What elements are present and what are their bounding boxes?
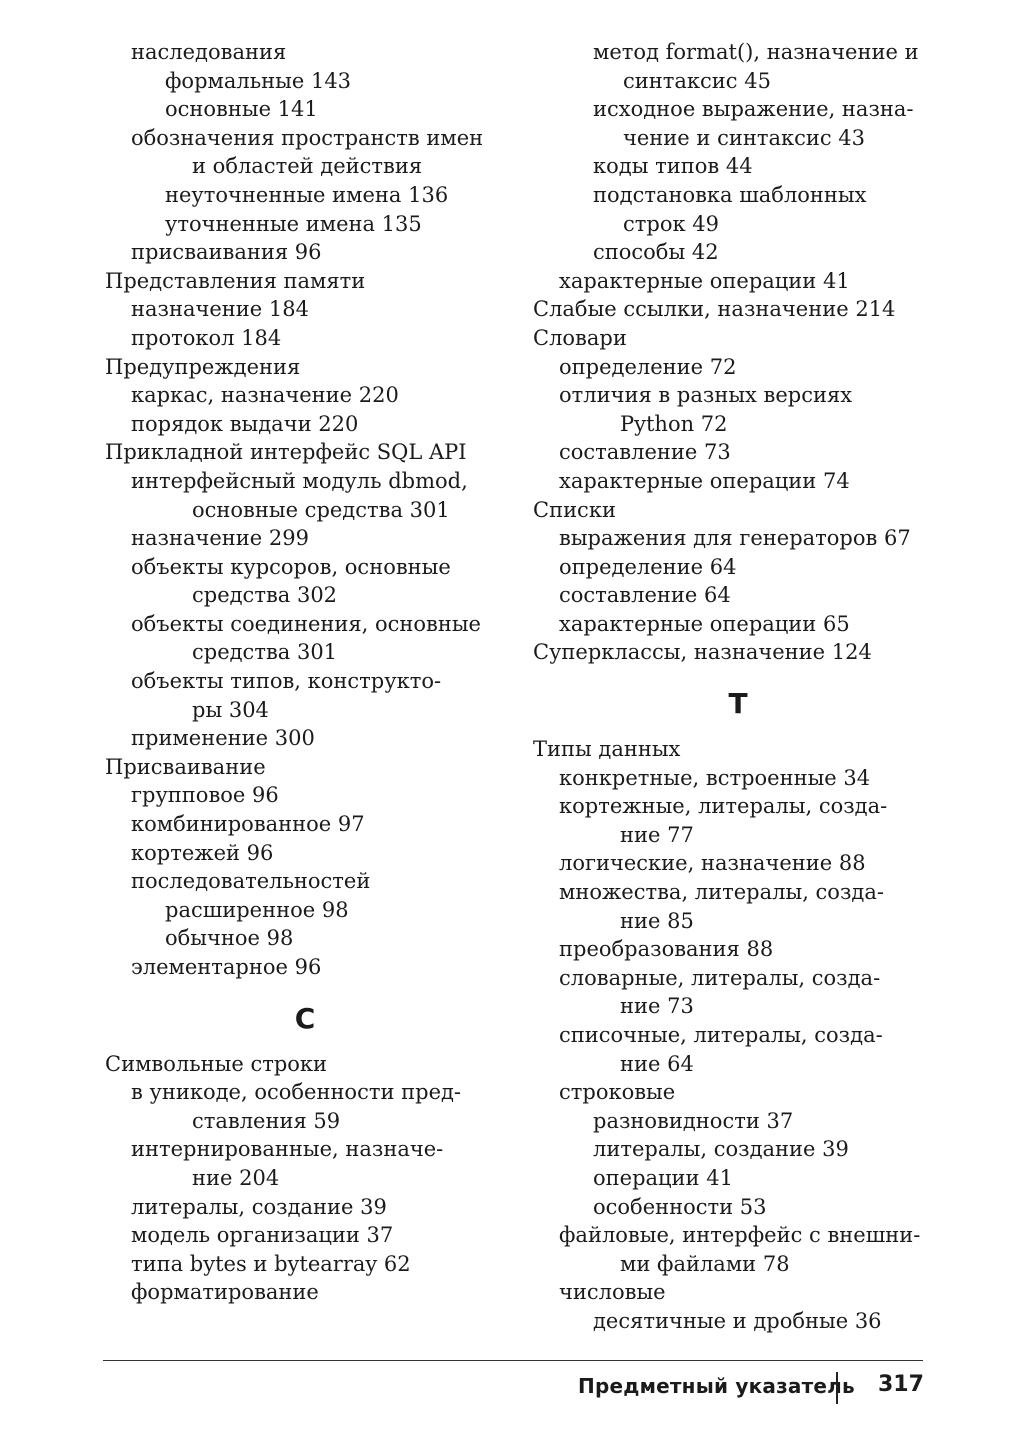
index-entry-text: конкретные, встроенные 34: [559, 765, 871, 790]
index-entry: [105, 353, 505, 382]
index-entry: [105, 324, 505, 353]
index-entry-continuation: основные средства 301: [192, 497, 450, 522]
index-entry-text: числовые: [559, 1280, 666, 1305]
index-entry-text: словарные, литералы, созда-: [559, 965, 881, 990]
index-entry: [105, 181, 505, 210]
index-entry: [533, 1221, 943, 1278]
index-column-left: [105, 38, 505, 1307]
index-entry-text: Прикладной интерфейс SQL API: [105, 440, 467, 465]
index-entry: [533, 878, 943, 935]
index-entry: [105, 1250, 505, 1279]
index-entry-text: уточненные имена 135: [165, 211, 422, 236]
index-entry: [105, 295, 505, 324]
index-entry-continuation: ры 304: [192, 697, 269, 722]
index-entry-text: Предупреждения: [105, 354, 301, 379]
index-entry: [105, 1278, 505, 1307]
index-entry-text: кортежей 96: [131, 840, 274, 865]
index-entry: [105, 781, 505, 810]
index-entry-text: литералы, создание 39: [593, 1137, 849, 1162]
index-letter-heading: С: [294, 1001, 316, 1035]
index-letter-heading: Т: [728, 687, 748, 721]
index-entry-text: характерные операции 74: [559, 468, 850, 493]
index-entry-text: расширенное 98: [165, 897, 349, 922]
index-entry-text: Слабые ссылки, назначение 214: [533, 297, 896, 322]
index-entry-text: интернированные, назначе-: [131, 1137, 444, 1162]
index-entry: [105, 524, 505, 553]
index-entry-text: неуточненные имена 136: [165, 182, 449, 207]
index-entry-continuation: чение и синтаксис 43: [623, 125, 866, 150]
page-number: 317: [878, 1372, 924, 1397]
index-entry-text: присваивания 96: [131, 240, 322, 265]
footer-title: Предметный указатель: [578, 1374, 855, 1398]
index-entry: [533, 381, 943, 438]
index-entry-text: элементарное 96: [131, 955, 322, 979]
index-entry-text: Символьные строки: [105, 1051, 328, 1076]
index-entry: [533, 1021, 943, 1078]
index-entry-text: основные 141: [165, 97, 318, 122]
index-entry: [533, 438, 943, 467]
index-entry: [533, 1107, 943, 1136]
index-entry: [105, 1050, 505, 1079]
index-entry: [105, 953, 505, 982]
index-entry: [105, 381, 505, 410]
index-entry-text: комбинированное 97: [131, 812, 365, 837]
index-entry-text: назначение 299: [131, 526, 309, 551]
index-entry-text: наследования: [131, 40, 287, 64]
index-entry: [105, 610, 505, 667]
index-entry: [105, 839, 505, 868]
index-entry-text: объекты курсоров, основные: [131, 554, 451, 579]
index-entry: [533, 467, 943, 496]
index-entry-text: операции 41: [593, 1165, 733, 1190]
index-entry-text: способы 42: [593, 240, 719, 265]
index-entry: [533, 964, 943, 1021]
index-entry: [533, 95, 943, 152]
index-entry-text: метод format(), назначение и: [593, 40, 919, 64]
index-entry: [533, 324, 943, 353]
index-entry: [533, 181, 943, 238]
index-entry: [533, 1278, 943, 1307]
index-entry-text: объекты соединения, основные: [131, 611, 481, 636]
index-entry: [533, 353, 943, 382]
index-entry-continuation: ние 64: [620, 1051, 694, 1076]
index-entry: [105, 124, 505, 181]
index-entry: [533, 267, 943, 296]
index-entry: [105, 1078, 505, 1135]
index-entry: [533, 1307, 943, 1336]
index-entry-text: протокол 184: [131, 325, 282, 350]
index-entry: [533, 792, 943, 849]
index-entry: [105, 238, 505, 267]
index-entry-text: Словари: [533, 325, 627, 350]
index-entry: [105, 896, 505, 925]
index-entry-continuation: ние 204: [192, 1165, 280, 1190]
index-entry-text: форматирование: [131, 1280, 319, 1305]
index-entry: [105, 1193, 505, 1222]
index-entry-text: определение 64: [559, 554, 737, 579]
index-entry: [105, 38, 505, 67]
index-entry-continuation: средства 302: [192, 583, 338, 608]
index-entry: [533, 638, 943, 667]
index-entry-text: типа bytes и bytearray 62: [131, 1251, 411, 1276]
index-entry-continuation: ние 73: [620, 994, 694, 1019]
index-entry-continuation: ние 85: [620, 908, 694, 933]
index-entry: [105, 1221, 505, 1250]
index-entry: [105, 210, 505, 239]
index-entry: [533, 581, 943, 610]
footer-rule: [103, 1360, 923, 1361]
index-entry-text: отличия в разных версиях: [559, 383, 853, 408]
index-entry-text: составление 64: [559, 583, 731, 608]
index-entry: [105, 467, 505, 524]
index-entry-text: исходное выражение, назна-: [593, 97, 914, 122]
footer-divider: [836, 1372, 838, 1404]
index-entry-text: определение 72: [559, 354, 737, 379]
index-entry-continuation: ставления 59: [192, 1108, 341, 1133]
index-entry-text: формальные 143: [165, 68, 352, 93]
index-entry: [105, 553, 505, 610]
index-entry-continuation: ми файлами 78: [620, 1251, 790, 1276]
index-entry-text: каркас, назначение 220: [131, 383, 399, 408]
index-column-right: [533, 38, 943, 1336]
index-entry: [533, 524, 943, 553]
index-entry-text: интерфейсный модуль dbmod,: [131, 468, 468, 493]
index-entry-continuation: и областей действия: [192, 154, 423, 179]
index-entry-text: Типы данных: [533, 737, 681, 762]
index-entry-text: коды типов 44: [593, 154, 753, 179]
index-entry: [105, 410, 505, 439]
index-entry: [533, 1193, 943, 1222]
index-entry-continuation: синтаксис 45: [623, 68, 771, 93]
index-entry-text: кортежные, литералы, созда-: [559, 794, 888, 819]
index-entry-text: объекты типов, конструкто-: [131, 669, 442, 694]
index-entry: [105, 753, 505, 782]
index-entry: [533, 849, 943, 878]
index-entry: [533, 553, 943, 582]
index-entry-text: списочные, литералы, созда-: [559, 1023, 883, 1047]
index-entry: [105, 67, 505, 96]
index-entry: [533, 610, 943, 639]
index-entry-text: разновидности 37: [593, 1108, 794, 1133]
index-entry-text: десятичные и дробные 36: [593, 1308, 882, 1333]
index-entry: [533, 1164, 943, 1193]
index-entry: [105, 810, 505, 839]
index-entry: [533, 935, 943, 964]
index-entry: [105, 667, 505, 724]
index-entry: [533, 295, 943, 324]
index-entry-text: логические, назначение 88: [559, 851, 866, 876]
index-entry-text: групповое 96: [131, 783, 279, 808]
index-entry-text: строковые: [559, 1080, 676, 1105]
index-entry-continuation: Python 72: [620, 411, 728, 436]
index-entry-text: составление 73: [559, 440, 731, 465]
index-entry-text: Присваивание: [105, 754, 266, 779]
index-entry: [105, 724, 505, 753]
index-entry-text: выражения для генераторов 67: [559, 526, 911, 551]
index-entry-text: обычное 98: [165, 926, 294, 951]
index-entry-continuation: ние 77: [620, 822, 694, 847]
index-entry-text: в уникоде, особенности пред-: [131, 1080, 462, 1105]
index-entry: [533, 38, 943, 95]
index-entry: [105, 924, 505, 953]
index-entry-text: характерные операции 41: [559, 268, 850, 293]
index-entry-text: порядок выдачи 220: [131, 411, 359, 436]
index-entry: [533, 764, 943, 793]
index-entry-text: модель организации 37: [131, 1223, 394, 1248]
index-entry-text: подстановка шаблонных: [593, 182, 867, 207]
index-entry: [533, 238, 943, 267]
index-entry-text: литералы, создание 39: [131, 1194, 387, 1219]
index-entry-continuation: средства 301: [192, 640, 338, 665]
index-entry-continuation: строк 49: [623, 211, 719, 236]
index-entry: [533, 1135, 943, 1164]
index-entry-text: последовательностей: [131, 869, 371, 894]
index-entry: [533, 152, 943, 181]
index-entry-text: назначение 184: [131, 297, 309, 322]
index-entry-text: обозначения пространств имен: [131, 125, 484, 150]
index-entry: [105, 267, 505, 296]
index-entry-text: Представления памяти: [105, 268, 366, 293]
index-entry-text: особенности 53: [593, 1194, 767, 1219]
index-entry-text: Списки: [533, 497, 616, 522]
index-entry-text: преобразования 88: [559, 937, 774, 962]
index-entry: [533, 496, 943, 525]
index-entry-text: множества, литералы, созда-: [559, 880, 884, 905]
index-entry: [533, 735, 943, 764]
index-entry: [105, 1135, 505, 1192]
index-entry: [105, 438, 505, 467]
index-entry-text: характерные операции 65: [559, 611, 850, 636]
index-entry-text: применение 300: [131, 726, 315, 751]
index-entry: [533, 1078, 943, 1107]
index-entry: [105, 867, 505, 896]
index-entry: [105, 95, 505, 124]
index-entry-text: Суперклассы, назначение 124: [533, 640, 872, 665]
index-entry-text: файловые, интерфейс с внешни-: [559, 1223, 921, 1248]
